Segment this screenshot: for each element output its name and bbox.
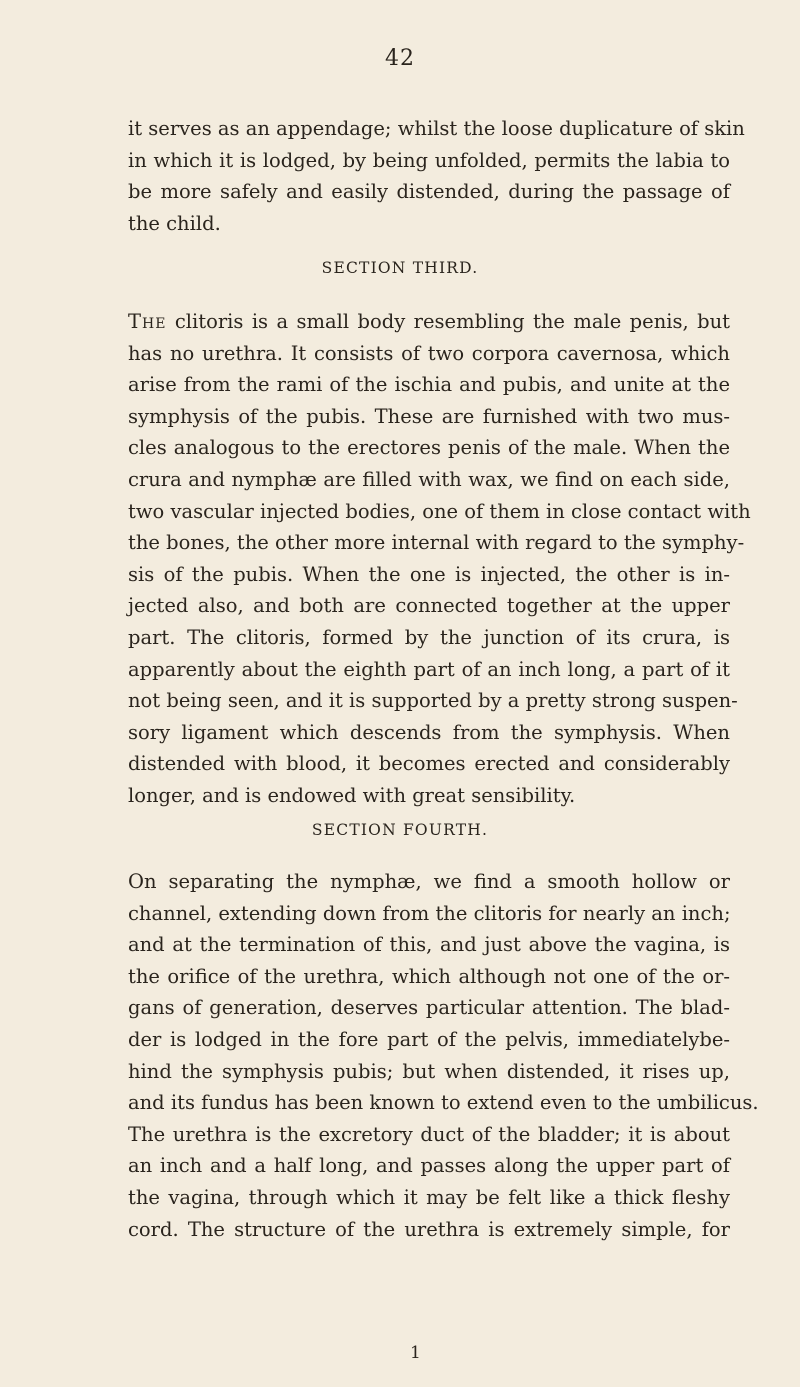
text-line: sis of the pubis. When the one is injected, the other is in- bbox=[128, 562, 730, 586]
text-line: jected also, and both are connected together at the upper bbox=[128, 594, 730, 618]
text-line: distended with blood, it becomes erected and considerably bbox=[128, 752, 730, 776]
text-line: cles analogous to the erectores penis of the male. When the bbox=[128, 436, 730, 460]
text-line: longer, and is endowed with great sensibility. bbox=[128, 783, 576, 807]
text-line: and its fundus has been known to extend even to the umbilicus. bbox=[128, 1091, 759, 1115]
section-third-body bbox=[128, 306, 751, 812]
paragraph-continuation bbox=[128, 113, 745, 239]
text-line: sory ligament which descends from the symphysis. When bbox=[128, 720, 730, 744]
text-line: the orifice of the urethra, which although not one of the or- bbox=[128, 964, 730, 988]
text-line: and at the termination of this, and just above the vagina, is bbox=[128, 933, 730, 957]
text-line: two vascular injected bodies, one of them in close contact with bbox=[128, 499, 751, 523]
text-line: not being seen, and it is supported by a pretty strong suspen- bbox=[128, 689, 738, 713]
text-line: be more safely and easily distended, during the passage of bbox=[128, 180, 730, 204]
text-line: the child. bbox=[128, 211, 221, 235]
text-line-rest: clitoris is a small body resembling the male penis, but bbox=[166, 310, 730, 333]
section-fourth-body bbox=[128, 866, 759, 1245]
text-line: in which it is lodged, by being unfolded, permits the labia to bbox=[128, 148, 730, 172]
text-line: gans of generation, deserves particular attention. The blad- bbox=[128, 996, 730, 1020]
paragraph-1 bbox=[128, 113, 745, 239]
text-line: symphysis of the pubis. These are furnished with two mus- bbox=[128, 404, 730, 428]
text-line: On separating the nymphæ, we find a smooth hollow or bbox=[128, 870, 730, 893]
text-line: an inch and a half long, and passes along the upper part of bbox=[128, 1154, 730, 1178]
text-line: the vagina, through which it may be felt like a thick fleshy bbox=[128, 1185, 730, 1209]
section-heading-fourth: SECTION FOURTH. bbox=[311, 821, 489, 839]
text-line bbox=[128, 306, 730, 338]
signature-mark: 1 bbox=[410, 1343, 421, 1363]
paragraph-section-third bbox=[128, 306, 751, 812]
page-number: 42 bbox=[385, 46, 415, 71]
text-line: der is lodged in the fore part of the pelvis, immediatelybe- bbox=[128, 1027, 730, 1051]
text-line: The urethra is the excretory duct of the bladder; it is about bbox=[128, 1122, 730, 1146]
text-line: crura and nymphæ are filled with wax, we find on each side, bbox=[128, 467, 730, 491]
section-heading-third: SECTION THIRD. bbox=[321, 259, 479, 277]
text-line: part. The clitoris, formed by the junction of its crura, is bbox=[128, 625, 730, 649]
text-line: the bones, the other more internal with regard to the symphy- bbox=[128, 531, 745, 555]
text-line: has no urethra. It consists of two corpora cavernosa, which bbox=[128, 341, 730, 365]
text-line: hind the symphysis pubis; but when distended, it rises up, bbox=[128, 1059, 730, 1083]
paragraph-section-fourth bbox=[128, 866, 759, 1245]
text-line: channel, extending down from the clitoris for nearly an inch; bbox=[128, 901, 731, 925]
text-line: it serves as an appendage; whilst the loose duplicature of skin bbox=[128, 117, 745, 140]
text-line: cord. The structure of the urethra is extremely simple, for bbox=[128, 1217, 730, 1241]
drop-word: The bbox=[128, 310, 167, 333]
text-line: apparently about the eighth part of an inch long, a part of it bbox=[128, 657, 730, 681]
text-line: arise from the rami of the ischia and pubis, and unite at the bbox=[128, 373, 730, 397]
